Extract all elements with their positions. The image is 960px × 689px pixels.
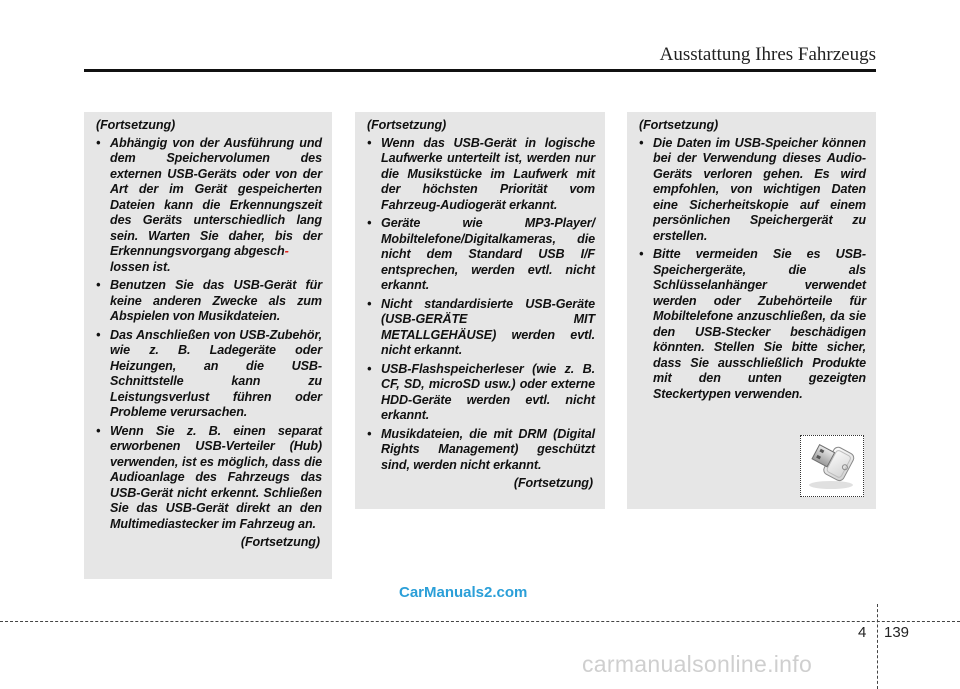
list-item: • Benutzen Sie das USB-Gerät für keine anderen Zwecke als zum Abspielen von Musikdateien.	[96, 278, 322, 325]
list-item: • Wenn Sie z. B. einen separat erworbenen USB-Verteiler (Hub) verwenden, ist es möglich, dass die Audioanlage des Fahrzeugs das USB-Gerät nicht erkennt. Schließen Sie das USB-Gerät direkt an den Multimediastecker im Fahrzeug an.	[96, 424, 322, 533]
notice-panel-2	[355, 112, 605, 509]
list-item: • Nicht standardisierte USB-Geräte (USB-GERÄTE MIT METALLGEHÄUSE) werden evtl. nicht erkannt.	[367, 297, 595, 359]
continued-label-top: (Fortsetzung)	[96, 118, 176, 132]
list-item: • Das Anschließen von USB-Zubehör, wie z. B. Ladegeräte oder Heizungen, an die USB-Schnittstelle kann zu Leistungsverlust führen oder Probleme verursachen.	[96, 328, 322, 421]
footer-site-watermark: carmanualsonline.info	[582, 651, 813, 677]
continued-label-bottom: (Fortsetzung)	[240, 535, 320, 549]
watermark-link[interactable]: CarManuals2.com	[399, 584, 528, 601]
usb-stick-icon	[800, 435, 864, 497]
bullet-list	[639, 136, 866, 403]
list-item: • Geräte wie MP3-Player/ Mobiltelefone/Digitalkameras, die nicht dem Standard USB I/F entsprechen, werden evtl. nicht erkannt.	[367, 216, 595, 294]
chapter-number: 4	[858, 624, 867, 641]
section-title: Ausstattung Ihres Fahrzeugs	[659, 44, 876, 65]
header-divider	[84, 69, 876, 72]
bullet-list	[367, 136, 595, 474]
page-number: 139	[884, 624, 910, 641]
list-item-text: Abhängig von der Ausführung und dem Speichervolumen des externen USB-Geräts oder von der Art der im Gerät gespeicherten Dateien kann die Erkennungszeit des Geräts unterschiedlich lang sein. Warten Sie daher, bis der Erkennungsvorgang abgesch	[110, 135, 322, 258]
footer-divider	[0, 621, 960, 622]
list-item	[96, 136, 322, 276]
red-hyphen: -	[284, 244, 289, 258]
bullet-list	[96, 136, 322, 533]
list-item: • Die Daten im USB-Speicher können bei der Verwendung dieses Audio-Geräts verloren gehen. Es wird empfohlen, von wichtigen Daten eine Sicherheitskopie auf einem persönlichen Speichergerät zu erstellen.	[639, 136, 866, 245]
list-item: • Musikdateien, die mit DRM (Digital Rights Management) geschützt sind, werden nicht erkannt.	[367, 427, 595, 474]
notice-panel-1	[84, 112, 332, 579]
continued-label-top: (Fortsetzung)	[639, 118, 719, 132]
list-item: • Wenn das USB-Gerät in logische Laufwerke unterteilt ist, werden nur die Musikstücke im Laufwerk mit der höchsten Priorität vom Fahrzeug-Audiogerät erkannt.	[367, 136, 595, 214]
continued-label-top: (Fortsetzung)	[367, 118, 447, 132]
notice-panel-3	[627, 112, 876, 509]
continued-label-bottom: (Fortsetzung)	[513, 476, 593, 490]
list-item: • USB-Flashspeicherleser (wie z. B. CF, SD, microSD usw.) oder externe HDD-Geräte werden evtl. nicht erkannt.	[367, 362, 595, 424]
footer-vertical-divider	[877, 604, 878, 689]
list-item: • Bitte vermeiden Sie es USB-Speichergeräte, die als Schlüsselanhänger verwendet werden oder Zubehörteile für Mobiltelefone anzuschließen, da sie den USB-Stecker beschädigen könnten. Stellen Sie bitte sicher, dass Sie ausschließlich Produkte mit den unten gezeigten Steckertypen verwenden.	[639, 247, 866, 402]
list-item-text-cont: lossen ist.	[110, 259, 171, 274]
